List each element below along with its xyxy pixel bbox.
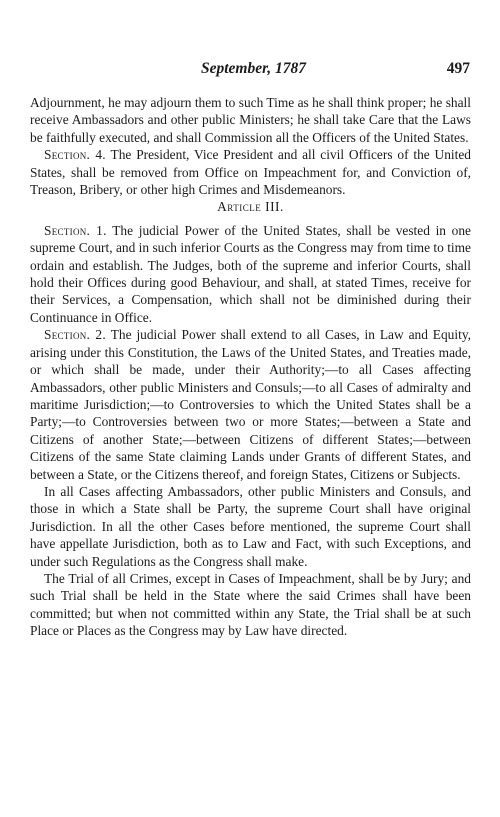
paragraph-adjournment: Adjournment, he may adjourn them to such Time as he shall think proper; he shall receive Ambassadors and other public Ministers; he shall take Care that the Laws be faithfully executed, and shall Commission all the Officers of the United States. xyxy=(30,95,471,145)
page-header xyxy=(0,60,500,82)
paragraph-trial-by-jury: The Trial of all Crimes, except in Cases of Impeachment, shall be by Jury; and such Trial shall be held in the State where the said Crimes shall have been committed; but when not committed within any State, the Trial shall be at such Place or Places as the Congress may by Law have directed. xyxy=(30,570,471,639)
page-number: 497 xyxy=(446,60,470,77)
section-2-text: The judicial Power shall extend to all Cases, in Law and Equity, arising under this Constitution, the Laws of the United States, and Treaties made, or which shall be made, under their Authority;—to all Cases affecting Ambassadors, other public Ministers and Consuls;—to all Cases of admiralty and maritime Jurisdiction;—to Controversies to which the United States shall be a Party;—to Controversies between two or more States;—between a State and Citizens of another State;—between Citizens of different States;—between Citizens of the same State claiming Lands under Grants of different States, and between a State, or the Citizens thereof, and foreign States, Citizens or Subjects. xyxy=(30,327,471,482)
section-1-label: Section. 1. xyxy=(44,222,107,238)
article-3-heading: Article III. xyxy=(217,199,284,215)
section-2-label: Section. 2. xyxy=(44,327,107,343)
paragraph-section-1 xyxy=(30,222,471,326)
paragraph-original-jurisdiction: In all Cases affecting Ambassadors, other public Ministers and Consuls, and those in which a State shall be Party, the supreme Court shall have original Jurisdiction. In all the other Cases before mentioned, the supreme Court shall have appellate Jurisdiction, both as to Law and Fact, with such Exceptions, and under such Regulations as the Congress shall make. xyxy=(30,483,471,569)
paragraph-section-4 xyxy=(30,146,471,198)
running-title: September, 1787 xyxy=(201,60,307,77)
document-body xyxy=(30,94,471,640)
section-1-text: The judicial Power of the United States, shall be vested in one supreme Court, and in such inferior Courts as the Congress may from time to time ordain and establish. The Judges, both of the supreme and inferior Courts, shall hold their Offices during good Behaviour, and shall, at stated Times, receive for their Services, a Compensation, which shall not be diminished during their Continuance in Office. xyxy=(30,222,471,325)
section-4-label: Section. 4. xyxy=(44,147,106,163)
paragraph-section-2 xyxy=(30,326,471,483)
section-4-text: The President, Vice President and all civil Officers of the United States, shall be removed from Office on Impeachment for, and Conviction of, Treason, Bribery, or other high Crimes and Misdemeanors. xyxy=(30,147,471,198)
